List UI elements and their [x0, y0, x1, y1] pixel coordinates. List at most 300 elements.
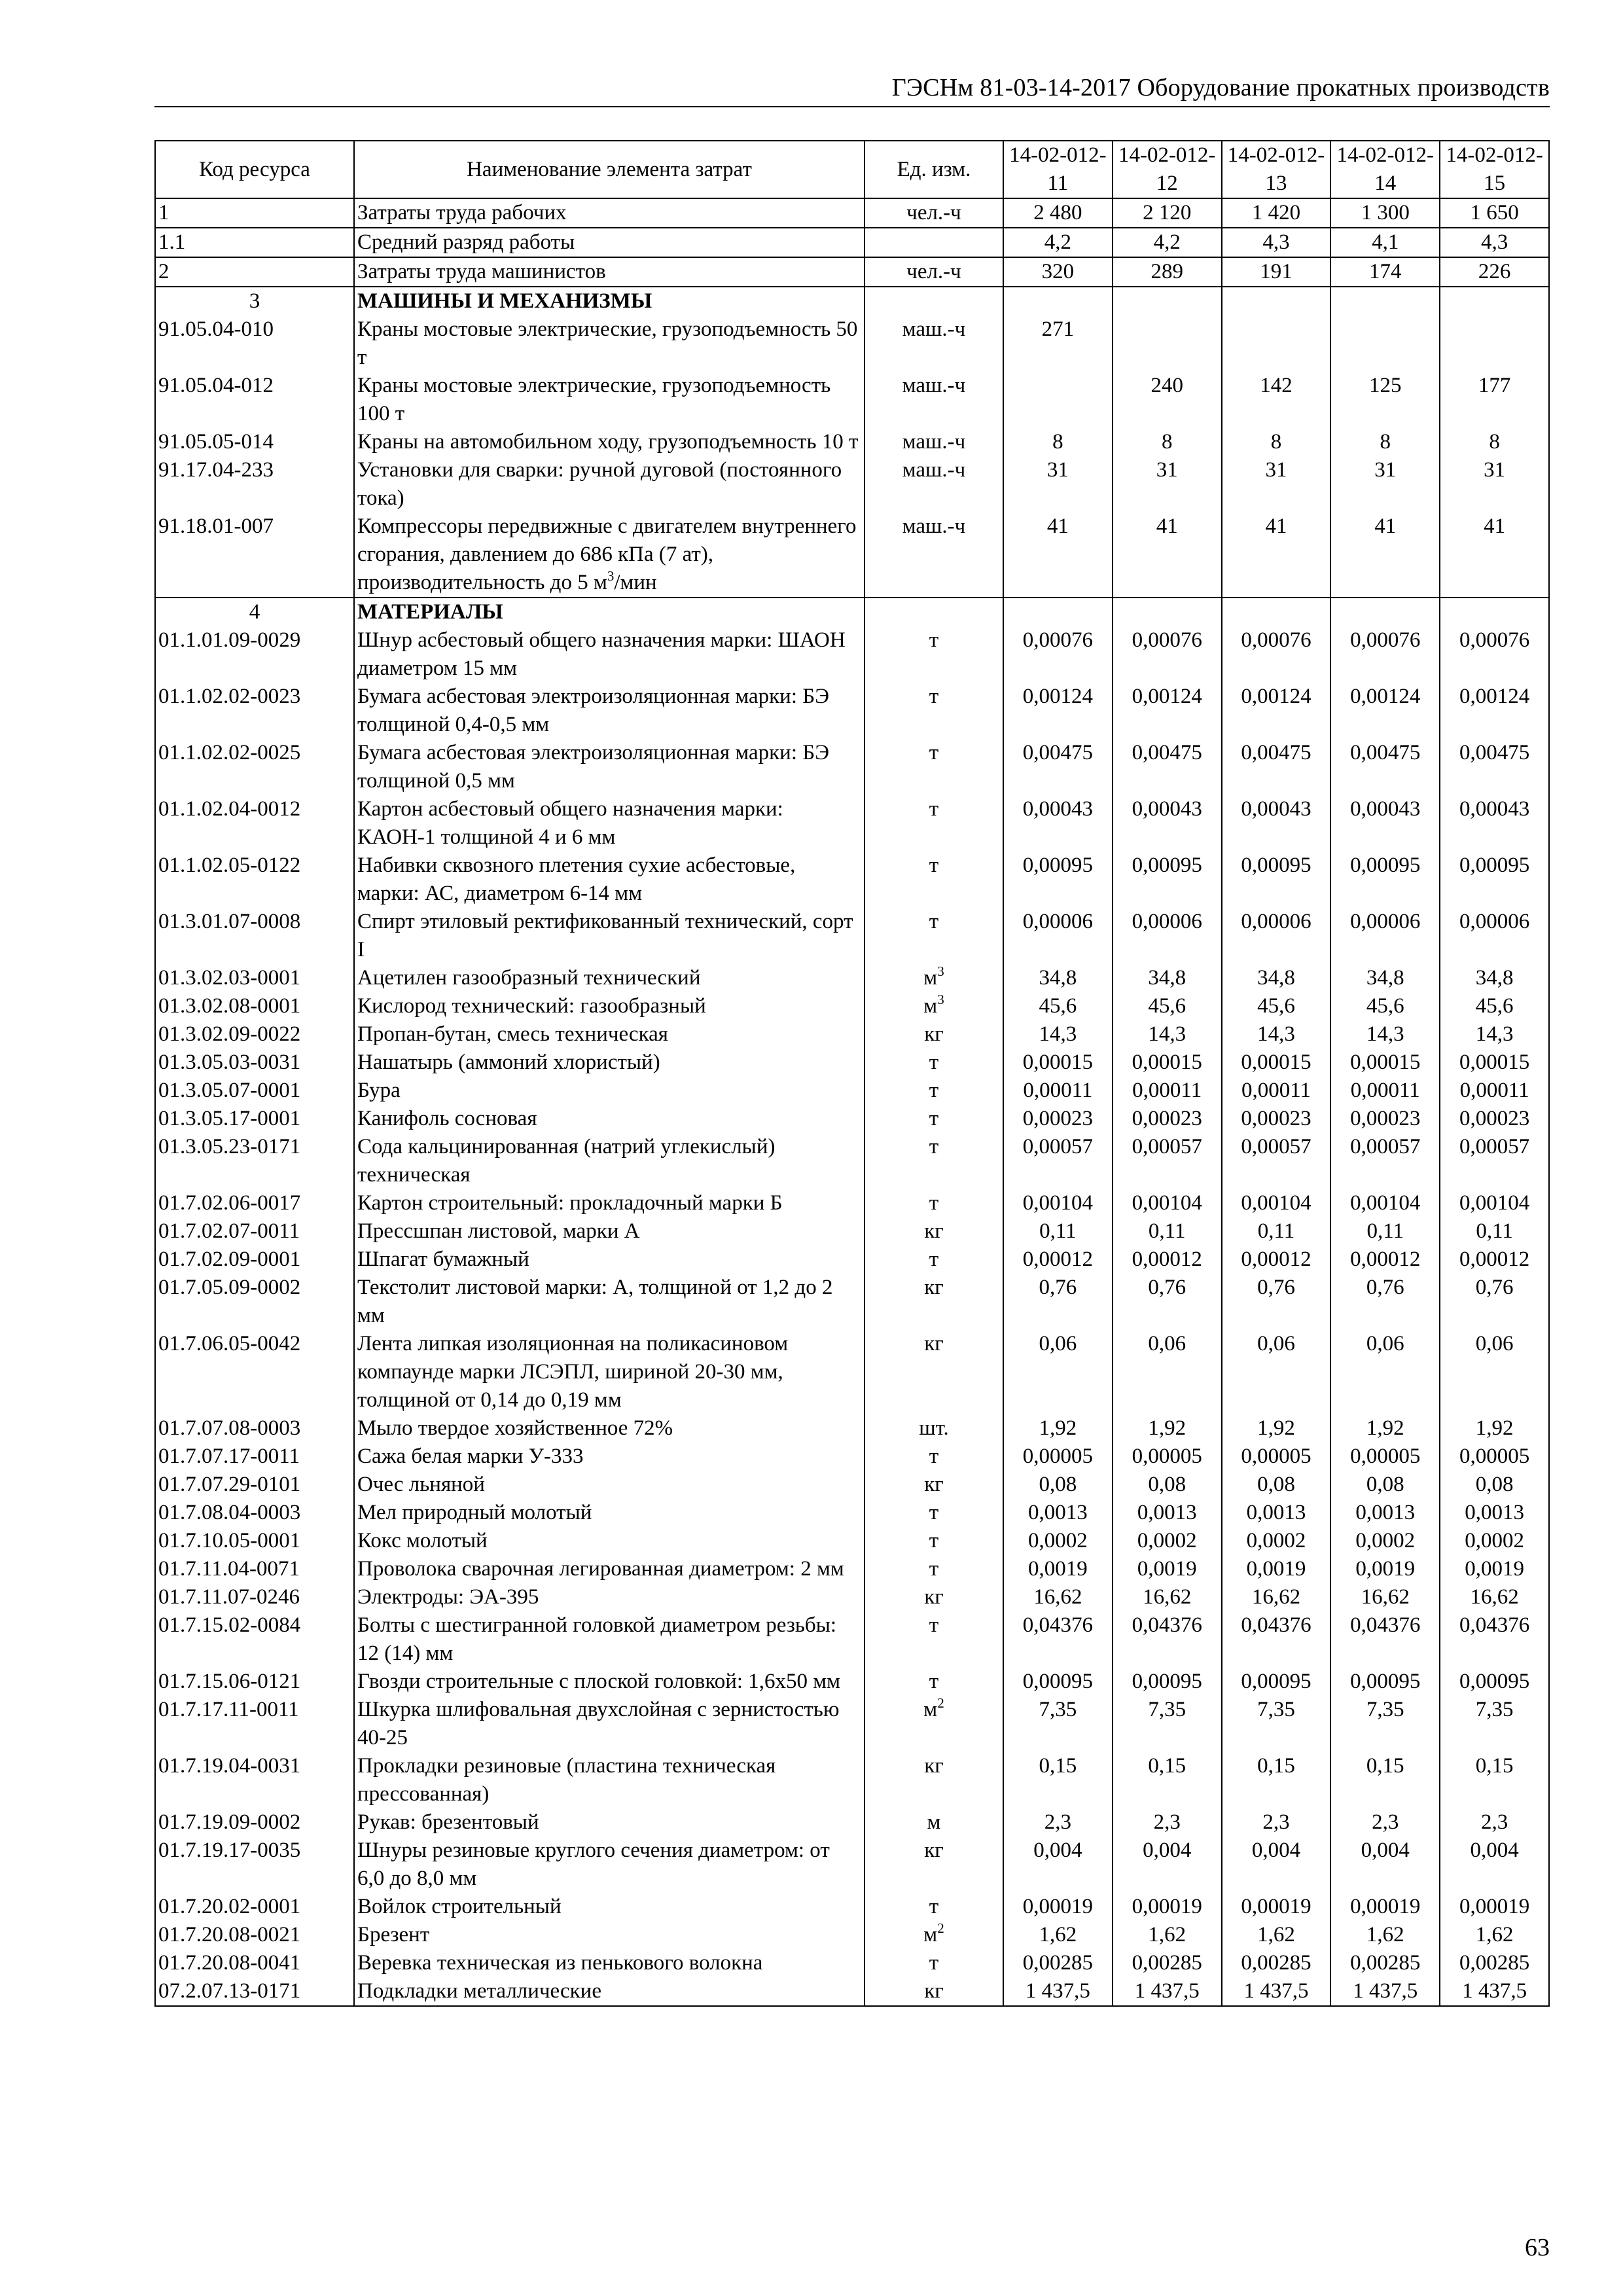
unit-cell — [865, 1921, 1003, 1949]
resource-name-text: Шпагат бумажный — [357, 1247, 529, 1271]
value-cell: 0,00015 — [1113, 1049, 1222, 1077]
resource-name-cell — [354, 1105, 865, 1133]
value-cell: 16,62 — [1440, 1583, 1549, 1611]
value-cell: 0,00124 — [1330, 683, 1440, 739]
resource-code-cell: 01.7.07.08-0003 — [155, 1414, 354, 1443]
resource-name-text: Спирт этиловый ректификованный технический, сорт I — [357, 910, 853, 961]
resource-code-cell: 01.7.19.04-0031 — [155, 1752, 354, 1808]
value-cell: 1 437,5 — [1113, 1977, 1222, 2006]
resource-code-cell: 01.3.02.08-0001 — [155, 992, 354, 1020]
unit-text: кг — [924, 1754, 944, 1778]
resource-code-cell: 01.7.20.02-0001 — [155, 1893, 354, 1921]
table-row — [155, 1274, 1549, 1330]
table-row — [155, 1921, 1549, 1949]
table-row — [155, 1217, 1549, 1246]
resource-name-cell — [354, 257, 865, 287]
resource-name-cell — [354, 1583, 865, 1611]
unit-text: т — [929, 741, 939, 764]
value-cell: 0,00011 — [1440, 1077, 1549, 1105]
value-cell: 0,0013 — [1113, 1499, 1222, 1527]
table-row — [155, 512, 1549, 598]
value-cell: 0,00023 — [1003, 1105, 1113, 1133]
value-cell: 0,08 — [1222, 1471, 1331, 1499]
resource-name-text: Текстолит листовой марки: А, толщиной от 1,2 до 2 мм — [357, 1276, 833, 1327]
value-cell: 0,00076 — [1003, 626, 1113, 683]
value-cell: 0,0002 — [1330, 1527, 1440, 1555]
value-cell: 0,00006 — [1113, 908, 1222, 964]
value-cell: 41 — [1440, 512, 1549, 598]
resource-name-text: Краны на автомобильном ходу, грузоподъемность 10 т — [357, 430, 859, 454]
value-cell: 0,00104 — [1222, 1189, 1331, 1217]
value-cell: 0,00012 — [1440, 1246, 1549, 1274]
table-row — [155, 1752, 1549, 1808]
resource-code-cell: 01.1.02.05-0122 — [155, 852, 354, 908]
unit-cell — [865, 428, 1003, 456]
table-row — [155, 626, 1549, 683]
value-cell: 16,62 — [1330, 1583, 1440, 1611]
unit-cell — [865, 1668, 1003, 1696]
resource-name-cell — [354, 1077, 865, 1105]
table-row — [155, 1808, 1549, 1837]
value-cell: 0,004 — [1113, 1837, 1222, 1893]
header-column-5: 14-02-012-15 — [1440, 141, 1549, 198]
value-cell: 0,004 — [1003, 1837, 1113, 1893]
table-row — [155, 257, 1549, 287]
table-row — [155, 1105, 1549, 1133]
unit-cell — [865, 1189, 1003, 1217]
value-cell: 34,8 — [1222, 964, 1331, 992]
value-cell: 0,15 — [1113, 1752, 1222, 1808]
value-cell: 0,00285 — [1003, 1949, 1113, 1977]
value-cell: 0,00475 — [1113, 739, 1222, 795]
unit-cell — [865, 1443, 1003, 1471]
table-row — [155, 1471, 1549, 1499]
value-cell — [1222, 598, 1331, 626]
resource-name-text: Электроды: ЭА-395 — [357, 1585, 539, 1609]
unit-cell — [865, 626, 1003, 683]
value-cell: 0,00011 — [1330, 1077, 1440, 1105]
resource-name-text: Краны мостовые электрические, грузоподъемность 100 т — [357, 374, 831, 425]
resource-name-cell — [354, 739, 865, 795]
unit-text: т — [929, 853, 939, 877]
unit-text: чел.-ч — [906, 260, 961, 283]
unit-cell — [865, 1330, 1003, 1414]
value-cell: 0,00005 — [1330, 1443, 1440, 1471]
value-cell: 0,00095 — [1440, 1668, 1549, 1696]
resource-code-cell: 01.7.08.04-0003 — [155, 1499, 354, 1527]
unit-cell — [865, 1808, 1003, 1837]
unit-text: маш.-ч — [902, 514, 966, 538]
unit-cell — [865, 512, 1003, 598]
value-cell: 0,00057 — [1222, 1133, 1331, 1189]
value-cell: 0,00019 — [1440, 1893, 1549, 1921]
resource-code-cell: 2 — [155, 257, 354, 287]
value-cell: 0,0002 — [1440, 1527, 1549, 1555]
resource-name-text: Бумага асбестовая электроизоляционная марки: БЭ толщиной 0,4-0,5 мм — [357, 685, 829, 736]
resource-name-text: Веревка техническая из пенькового волокна — [357, 1951, 763, 1975]
value-cell: 45,6 — [1440, 992, 1549, 1020]
value-cell: 34,8 — [1113, 964, 1222, 992]
unit-cell — [865, 964, 1003, 992]
value-cell: 0,11 — [1113, 1217, 1222, 1246]
value-cell: 1,62 — [1330, 1921, 1440, 1949]
resource-name-text: Рукав: брезентовый — [357, 1810, 539, 1834]
resource-code-cell: 91.18.01-007 — [155, 512, 354, 598]
resource-name-text: Прессшпан листовой, марки А — [357, 1219, 640, 1243]
unit-exponent: 2 — [937, 1695, 944, 1711]
value-cell: 0,08 — [1330, 1471, 1440, 1499]
value-cell: 0,00011 — [1003, 1077, 1113, 1105]
value-cell: 31 — [1222, 456, 1331, 512]
resource-code-cell: 01.1.02.04-0012 — [155, 795, 354, 852]
value-cell: 0,00023 — [1113, 1105, 1222, 1133]
value-cell: 0,00076 — [1330, 626, 1440, 683]
unit-text: т — [929, 1613, 939, 1637]
resource-name-cell — [354, 1414, 865, 1443]
page-number: 63 — [1525, 2234, 1550, 2261]
resource-code-cell: 91.17.04-233 — [155, 456, 354, 512]
value-cell: 0,15 — [1003, 1752, 1113, 1808]
value-cell: 0,00095 — [1113, 852, 1222, 908]
value-cell: 0,00043 — [1003, 795, 1113, 852]
value-cell: 0,0013 — [1222, 1499, 1331, 1527]
resource-code-cell: 1.1 — [155, 228, 354, 257]
value-cell: 2,3 — [1222, 1808, 1331, 1837]
value-cell: 0,0019 — [1003, 1555, 1113, 1583]
value-cell: 0,00019 — [1003, 1893, 1113, 1921]
resource-name-cell — [354, 626, 865, 683]
header-column-4: 14-02-012-14 — [1330, 141, 1440, 198]
value-cell: 0,76 — [1440, 1274, 1549, 1330]
unit-text: маш.-ч — [902, 430, 966, 454]
table-row — [155, 683, 1549, 739]
value-cell: 8 — [1003, 428, 1113, 456]
resource-code-cell: 01.1.02.02-0023 — [155, 683, 354, 739]
value-cell: 0,00023 — [1330, 1105, 1440, 1133]
table-row — [155, 739, 1549, 795]
unit-text: кг — [924, 1332, 944, 1355]
value-cell — [1003, 598, 1113, 626]
value-cell: 0,00475 — [1222, 739, 1331, 795]
value-cell: 31 — [1330, 456, 1440, 512]
header-column-1: 14-02-012-11 — [1003, 141, 1113, 198]
resource-code-cell: 01.3.05.23-0171 — [155, 1133, 354, 1189]
value-cell: 0,00124 — [1222, 683, 1331, 739]
table-row — [155, 1499, 1549, 1527]
value-cell: 0,0002 — [1222, 1527, 1331, 1555]
resource-code-cell: 01.7.07.17-0011 — [155, 1443, 354, 1471]
resource-code-cell: 01.7.20.08-0021 — [155, 1921, 354, 1949]
value-cell: 0,08 — [1440, 1471, 1549, 1499]
value-cell: 8 — [1330, 428, 1440, 456]
value-cell: 0,00095 — [1330, 852, 1440, 908]
table-row — [155, 1583, 1549, 1611]
resource-name-cell — [354, 992, 865, 1020]
value-cell: 0,00095 — [1003, 852, 1113, 908]
table-row — [155, 598, 1549, 626]
value-cell: 0,00095 — [1440, 852, 1549, 908]
unit-text: т — [929, 1247, 939, 1271]
table-row — [155, 1696, 1549, 1752]
unit-cell — [865, 1499, 1003, 1527]
unit-cell — [865, 1611, 1003, 1668]
table-row — [155, 198, 1549, 228]
unit-text: т — [929, 1135, 939, 1158]
value-cell: 0,04376 — [1330, 1611, 1440, 1668]
unit-text: кг — [924, 1276, 944, 1299]
resource-name-cell — [354, 1217, 865, 1246]
unit-cell — [865, 1049, 1003, 1077]
value-cell: 8 — [1440, 428, 1549, 456]
resource-name-cell — [354, 1668, 865, 1696]
table-row — [155, 1527, 1549, 1555]
resource-name-text: Краны мостовые электрические, грузоподъемность 50 т — [357, 317, 858, 369]
resource-code-cell: 01.3.05.07-0001 — [155, 1077, 354, 1105]
unit-text: т — [929, 1079, 939, 1102]
value-cell: 0,76 — [1113, 1274, 1222, 1330]
value-cell: 1,92 — [1330, 1414, 1440, 1443]
value-cell: 1,62 — [1222, 1921, 1331, 1949]
value-cell: 0,11 — [1003, 1217, 1113, 1246]
unit-text: м — [923, 1923, 938, 1946]
unit-cell — [865, 908, 1003, 964]
value-cell — [1330, 598, 1440, 626]
unit-text: маш.-ч — [902, 374, 966, 397]
unit-cell — [865, 683, 1003, 739]
table-body — [155, 198, 1549, 2006]
value-cell: 2 120 — [1113, 198, 1222, 228]
value-cell: 0,00104 — [1003, 1189, 1113, 1217]
resource-name-text: Проволока сварочная легированная диаметром: 2 мм — [357, 1557, 844, 1581]
resource-code-cell: 01.7.19.09-0002 — [155, 1808, 354, 1837]
value-cell: 174 — [1330, 257, 1440, 287]
resource-name-text: Установки для сварки: ручной дуговой (постоянного тока) — [357, 458, 842, 510]
unit-cell — [865, 1217, 1003, 1246]
header-code: Код ресурса — [155, 141, 354, 198]
unit-text: м — [927, 1810, 941, 1834]
value-cell: 4,1 — [1330, 228, 1440, 257]
value-cell: 0,0002 — [1003, 1527, 1113, 1555]
unit-text: т — [929, 1107, 939, 1130]
unit-cell — [865, 1020, 1003, 1049]
value-cell — [1330, 315, 1440, 372]
resource-name-cell — [354, 683, 865, 739]
value-cell: 0,00043 — [1113, 795, 1222, 852]
unit-cell — [865, 1893, 1003, 1921]
value-cell: 14,3 — [1113, 1020, 1222, 1049]
unit-text: чел.-ч — [906, 201, 961, 224]
value-cell: 0,00012 — [1113, 1246, 1222, 1274]
resource-code-cell: 01.7.05.09-0002 — [155, 1274, 354, 1330]
table-row — [155, 287, 1549, 315]
value-cell: 7,35 — [1330, 1696, 1440, 1752]
unit-cell — [865, 257, 1003, 287]
value-cell: 0,11 — [1440, 1217, 1549, 1246]
unit-cell — [865, 372, 1003, 428]
unit-text: маш.-ч — [902, 458, 966, 482]
value-cell: 289 — [1113, 257, 1222, 287]
resource-name-text: Сода кальцинированная (натрий углекислый) техническая — [357, 1135, 776, 1187]
value-cell: 0,00475 — [1330, 739, 1440, 795]
unit-text: т — [929, 628, 939, 652]
resource-name-cell — [354, 198, 865, 228]
value-cell: 1,62 — [1113, 1921, 1222, 1949]
value-cell: 0,76 — [1222, 1274, 1331, 1330]
resource-cost-table — [154, 140, 1550, 2007]
resource-name-text: Кислород технический: газообразный — [357, 994, 706, 1018]
table-row — [155, 992, 1549, 1020]
table-row — [155, 315, 1549, 372]
value-cell: 0,00475 — [1003, 739, 1113, 795]
value-cell: 0,00104 — [1113, 1189, 1222, 1217]
value-cell: 0,00285 — [1222, 1949, 1331, 1977]
value-cell: 31 — [1113, 456, 1222, 512]
unit-cell — [865, 287, 1003, 315]
value-cell — [1440, 315, 1549, 372]
resource-code-cell: 01.7.02.07-0011 — [155, 1217, 354, 1246]
unit-text: т — [929, 1557, 939, 1581]
value-cell: 41 — [1330, 512, 1440, 598]
resource-name-text: МАШИНЫ И МЕХАНИЗМЫ — [357, 289, 652, 313]
unit-cell — [865, 1414, 1003, 1443]
resource-name-text: Шнуры резиновые круглого сечения диаметром: от 6,0 до 8,0 мм — [357, 1839, 830, 1890]
unit-text: т — [929, 1191, 939, 1215]
value-cell — [1330, 287, 1440, 315]
value-cell: 0,00006 — [1222, 908, 1331, 964]
resource-name-text: Подкладки металлические — [357, 1979, 601, 2003]
resource-name-text: Компрессоры передвижные с двигателем внутреннего сгорания, давлением до 686 кПа (7 ат), производительность до 5 м — [357, 514, 857, 594]
resource-name-cell — [354, 1893, 865, 1921]
value-cell: 0,00124 — [1003, 683, 1113, 739]
unit-cell — [865, 1949, 1003, 1977]
value-cell: 41 — [1113, 512, 1222, 598]
value-cell — [1003, 372, 1113, 428]
unit-text: шт. — [919, 1416, 949, 1440]
resource-name-cell — [354, 428, 865, 456]
value-cell: 2,3 — [1113, 1808, 1222, 1837]
table-row — [155, 1977, 1549, 2006]
resource-name-cell — [354, 1977, 865, 2006]
unit-text: кг — [924, 1473, 944, 1496]
unit-cell — [865, 992, 1003, 1020]
value-cell: 0,76 — [1003, 1274, 1113, 1330]
value-cell: 41 — [1222, 512, 1331, 598]
table-row — [155, 852, 1549, 908]
resource-name-cell — [354, 1133, 865, 1189]
resource-name-text: Затраты труда рабочих — [357, 201, 567, 224]
value-cell: 8 — [1222, 428, 1331, 456]
resource-name-cell — [354, 1049, 865, 1077]
value-cell: 0,00015 — [1440, 1049, 1549, 1077]
value-cell: 0,0019 — [1440, 1555, 1549, 1583]
unit-cell — [865, 1977, 1003, 2006]
value-cell: 0,00043 — [1440, 795, 1549, 852]
resource-code-cell: 07.2.07.13-0171 — [155, 1977, 354, 2006]
value-cell: 0,08 — [1003, 1471, 1113, 1499]
table-header-row — [155, 141, 1549, 198]
resource-name-cell — [354, 795, 865, 852]
unit-cell — [865, 1471, 1003, 1499]
resource-name-cell — [354, 1499, 865, 1527]
resource-name-cell — [354, 1837, 865, 1893]
value-cell: 1 437,5 — [1003, 1977, 1113, 2006]
value-cell — [1113, 598, 1222, 626]
value-cell: 31 — [1003, 456, 1113, 512]
resource-name-text: Мел природный молотый — [357, 1501, 592, 1524]
value-cell: 45,6 — [1003, 992, 1113, 1020]
unit-exponent: 3 — [937, 963, 944, 979]
value-cell: 31 — [1440, 456, 1549, 512]
resource-name-text: Болты с шестигранной головкой диаметром резьбы: 12 (14) мм — [357, 1613, 837, 1665]
resource-name-text: Кокс молотый — [357, 1529, 488, 1552]
value-cell: 226 — [1440, 257, 1549, 287]
resource-name-cell — [354, 456, 865, 512]
value-cell: 0,00104 — [1330, 1189, 1440, 1217]
value-cell: 41 — [1003, 512, 1113, 598]
resource-code-cell: 01.7.02.06-0017 — [155, 1189, 354, 1217]
value-cell: 45,6 — [1113, 992, 1222, 1020]
unit-text: кг — [924, 1839, 944, 1862]
value-cell: 0,15 — [1222, 1752, 1331, 1808]
resource-name-text: Гвозди строительные с плоской головкой: 1,6х50 мм — [357, 1670, 841, 1693]
value-cell: 0,15 — [1440, 1752, 1549, 1808]
document-header-title: ГЭСНм 81-03-14-2017 Оборудование прокатных производств — [891, 74, 1550, 101]
unit-text: маш.-ч — [902, 317, 966, 341]
resource-name-text: Канифоль сосновая — [357, 1107, 537, 1130]
unit-exponent: 3 — [607, 568, 615, 584]
resource-name-suffix: /мин — [614, 571, 657, 594]
header-column-3: 14-02-012-13 — [1222, 141, 1331, 198]
resource-name-text: Сажа белая марки У-333 — [357, 1444, 584, 1468]
resource-name-text: Войлок строительный — [357, 1895, 562, 1918]
value-cell: 0,00023 — [1222, 1105, 1331, 1133]
resource-name-cell — [354, 1020, 865, 1049]
value-cell: 0,00076 — [1113, 626, 1222, 683]
header-unit: Ед. изм. — [865, 141, 1003, 198]
value-cell: 0,00043 — [1330, 795, 1440, 852]
resource-code-cell: 01.7.02.09-0001 — [155, 1246, 354, 1274]
table-row — [155, 1414, 1549, 1443]
value-cell: 1,92 — [1113, 1414, 1222, 1443]
resource-code-cell: 3 — [155, 287, 354, 315]
value-cell: 0,00095 — [1330, 1668, 1440, 1696]
resource-code-cell: 01.7.11.07-0246 — [155, 1583, 354, 1611]
unit-cell — [865, 1077, 1003, 1105]
value-cell: 0,06 — [1113, 1330, 1222, 1414]
table-row — [155, 1133, 1549, 1189]
value-cell: 0,00005 — [1113, 1443, 1222, 1471]
value-cell: 0,00011 — [1113, 1077, 1222, 1105]
table-row — [155, 1949, 1549, 1977]
unit-text: кг — [924, 1979, 944, 2003]
value-cell: 0,08 — [1113, 1471, 1222, 1499]
unit-text: м — [923, 1698, 938, 1721]
resource-name-cell — [354, 1921, 865, 1949]
unit-cell — [865, 1555, 1003, 1583]
header-divider — [154, 106, 1550, 107]
resource-name-text: Брезент — [357, 1923, 430, 1946]
value-cell — [1113, 315, 1222, 372]
value-cell: 0,00012 — [1330, 1246, 1440, 1274]
value-cell: 0,06 — [1440, 1330, 1549, 1414]
value-cell: 0,04376 — [1113, 1611, 1222, 1668]
value-cell: 0,06 — [1222, 1330, 1331, 1414]
unit-cell — [865, 739, 1003, 795]
value-cell: 0,00019 — [1113, 1893, 1222, 1921]
header-column-2: 14-02-012-12 — [1113, 141, 1222, 198]
value-cell: 0,00005 — [1440, 1443, 1549, 1471]
table-row — [155, 228, 1549, 257]
